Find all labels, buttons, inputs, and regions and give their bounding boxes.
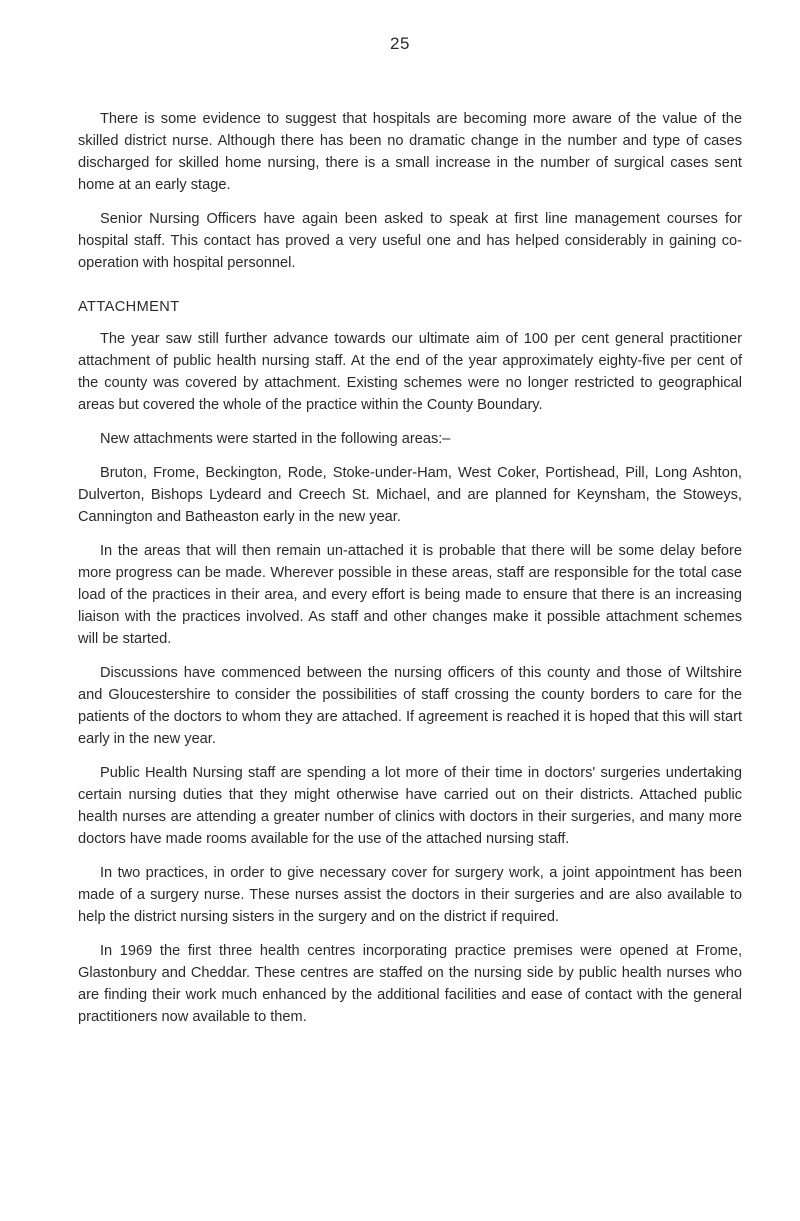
- paragraph-attachment-advance: The year saw still further advance towards our ultimate aim of 100 per cent general practitioner attachment of public health nursing staff. At the end of the year approximately eighty-five per cent of the county was covered by attachment. Existing schemes were no longer restricted to geographical areas but covered the whole of the practice within the County Boundary.: [78, 331, 742, 413]
- paragraph-unattached-areas: In the areas that will then remain un-attached it is probable that there will be some delay before more progress can be made. Wherever possible in these areas, staff are responsible for the total case load of the practices in their area, and every effort is being made to ensure that there is an increasing liaison with the practices involved. As staff and other changes make it possible attachment schemes will be started.: [78, 543, 742, 647]
- paragraph-new-attachments-intro: New attachments were started in the following areas:–: [100, 431, 451, 447]
- section-heading-attachment: ATTACHMENT: [78, 299, 180, 315]
- paragraph-management-courses: Senior Nursing Officers have again been asked to speak at first line management courses for hospital staff. This contact has proved a very useful one and has helped considerably in gaining co-operation with hospital personnel.: [78, 211, 742, 271]
- paragraph-hospital-awareness: There is some evidence to suggest that hospitals are becoming more aware of the value of the skilled district nurse. Although there has been no dramatic change in the number and type of cases discharged for skilled home nursing, there is a small increase in the number of surgical cases sent home at an early stage.: [78, 111, 742, 193]
- page-body: [78, 108, 742, 1040]
- paragraph-health-centres: In 1969 the first three health centres incorporating practice premises were opened at Frome, Glastonbury and Cheddar. These centres are staffed on the nursing side by public health nurses who are finding their work much enhanced by the additional facilities and ease of contact with the general practitioners now available to them.: [78, 943, 742, 1025]
- page-number: 25: [390, 34, 410, 53]
- paragraph-county-discussions: Discussions have commenced between the nursing officers of this county and those of Wiltshire and Gloucestershire to consider the possibilities of staff crossing the county borders to care for the patients of the doctors to whom they are attached. If agreement is reached it is hoped that this will start early in the new year.: [78, 665, 742, 747]
- paragraph-attachment-areas: Bruton, Frome, Beckington, Rode, Stoke-under-Ham, West Coker, Portishead, Pill, Long Ashton, Dulverton, Bishops Lydeard and Creech St. Michael, and are planned for Keynsham, the Stoweys, Cannington and Batheaston early in the new year.: [78, 465, 742, 525]
- paragraph-surgery-duties: Public Health Nursing staff are spending a lot more of their time in doctors' surgeries undertaking certain nursing duties that they might otherwise have carried out on their districts. Attached public health nurses are attending a greater number of clinics with doctors in their surgeries, and many more doctors have made rooms available for the use of the attached nursing staff.: [78, 765, 742, 847]
- paragraph-surgery-nurse: In two practices, in order to give necessary cover for surgery work, a joint appointment has been made of a surgery nurse. These nurses assist the doctors in their surgeries and are also available to help the district nursing sisters in the surgery and on the district if required.: [78, 865, 742, 925]
